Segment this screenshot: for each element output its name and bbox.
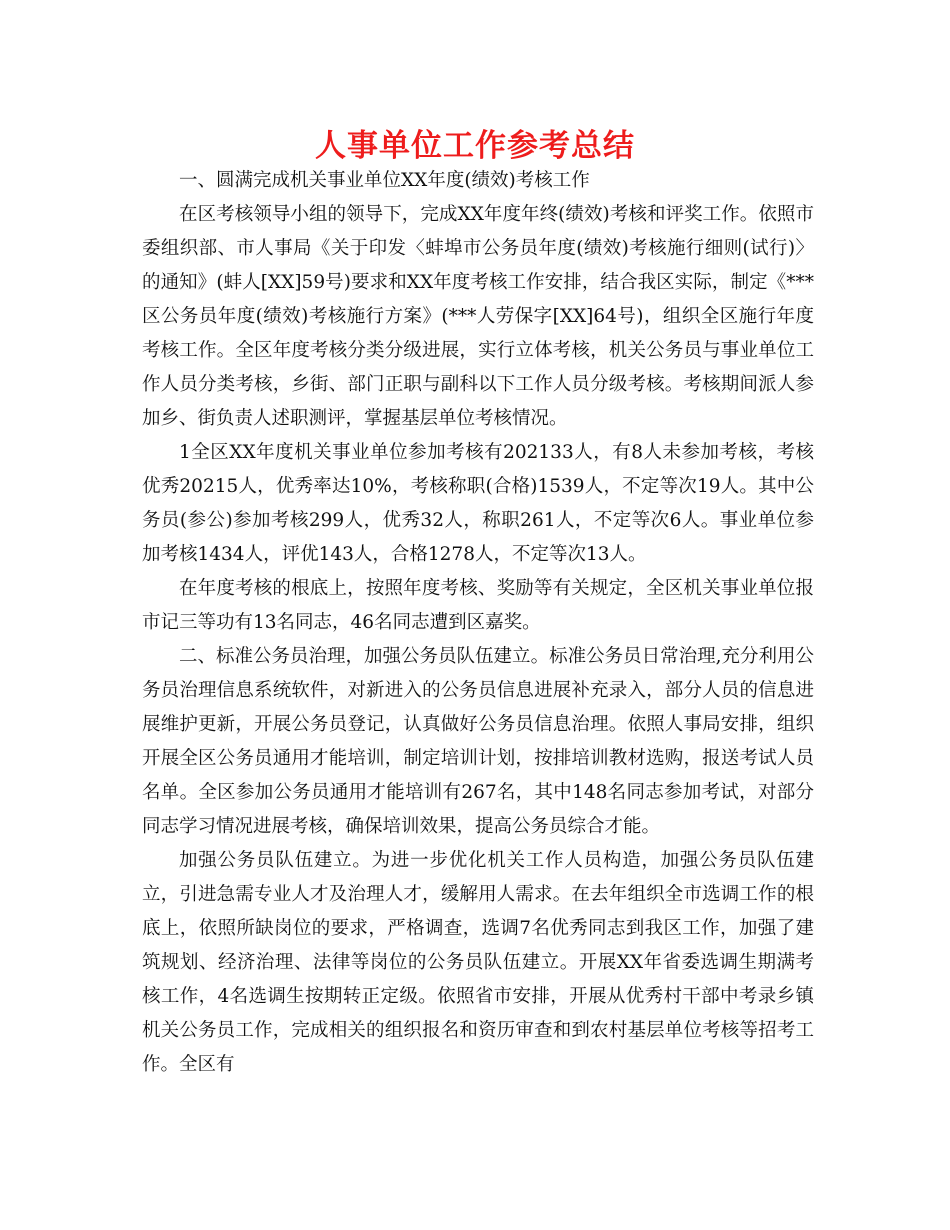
paragraph: 在年度考核的根底上，按照年度考核、奖励等有关规定，全区机关事业单位报市记三等功有13名同志，46名同志遭到区嘉奖。	[142, 578, 814, 633]
paragraph: 加强公务员队伍建立。为进一步优化机关工作人员构造，加强公务员队伍建立，引进急需专业人才及治理人才，缓解用人需求。在去年组织全市选调工作的根底上，依照所缺岗位的要求，严格调查，选调7名优秀同志到我区工作，加强了建筑规划、经济治理、法律等岗位的公务员队伍建立。开展XX年省委选调生期满考核工作，4名选调生按期转正定级。依照省市安排，开展从优秀村干部中考录乡镇机关公务员工作，完成相关的组织报名和资历审查和到农村基层单位考核等招考工作。全区有	[142, 850, 814, 1075]
document-title: 人事单位工作参考总结	[315, 128, 635, 164]
document-body	[142, 164, 814, 1082]
section-paragraph-2: 二、标准公务员治理，加强公务员队伍建立。标准公务员日常治理,充分利用公务员治理信息系统软件，对新进入的公务员信息进展补充录入，部分人员的信息进展维护更新，开展公务员登记，认真做好公务员信息治理。依照人事局安排，组织开展全区公务员通用才能培训，制定培训计划，按排培训教材选购，报送考试人员名单。全区参加公务员通用才能培训有267名，其中148名同志参加考试，对部分同志学习情况进展考核，确保培训效果，提高公务员综合才能。	[142, 646, 814, 837]
section-heading-1: 一、圆满完成机关事业单位XX年度(绩效)考核工作	[179, 170, 590, 191]
paragraph: 1全区XX年度机关事业单位参加考核有202133人，有8人未参加考核，考核优秀20215人，优秀率达10%，考核称职(合格)1539人，不定等次19人。其中公务员(参公)参加考核299人，优秀32人，称职261人，不定等次6人。事业单位参加考核1434人，评优143人，合格1278人，不定等次13人。	[142, 442, 814, 565]
paragraph: 在区考核领导小组的领导下，完成XX年度年终(绩效)考核和评奖工作。依照市委组织部、市人事局《关于印发〈蚌埠市公务员年度(绩效)考核施行细则(试行)〉的通知》(蚌人[XX]59号)要求和XX年度考核工作安排，结合我区实际，制定《***区公务员年度(绩效)考核施行方案》(***人劳保字[XX]64号)，组织全区施行年度考核工作。全区年度考核分类分级进展，实行立体考核，机关公务员与事业单位工作人员分类考核，乡街、部门正职与副科以下工作人员分级考核。考核期间派人参加乡、街负责人述职测评，掌握基层单位考核情况。	[142, 204, 814, 429]
